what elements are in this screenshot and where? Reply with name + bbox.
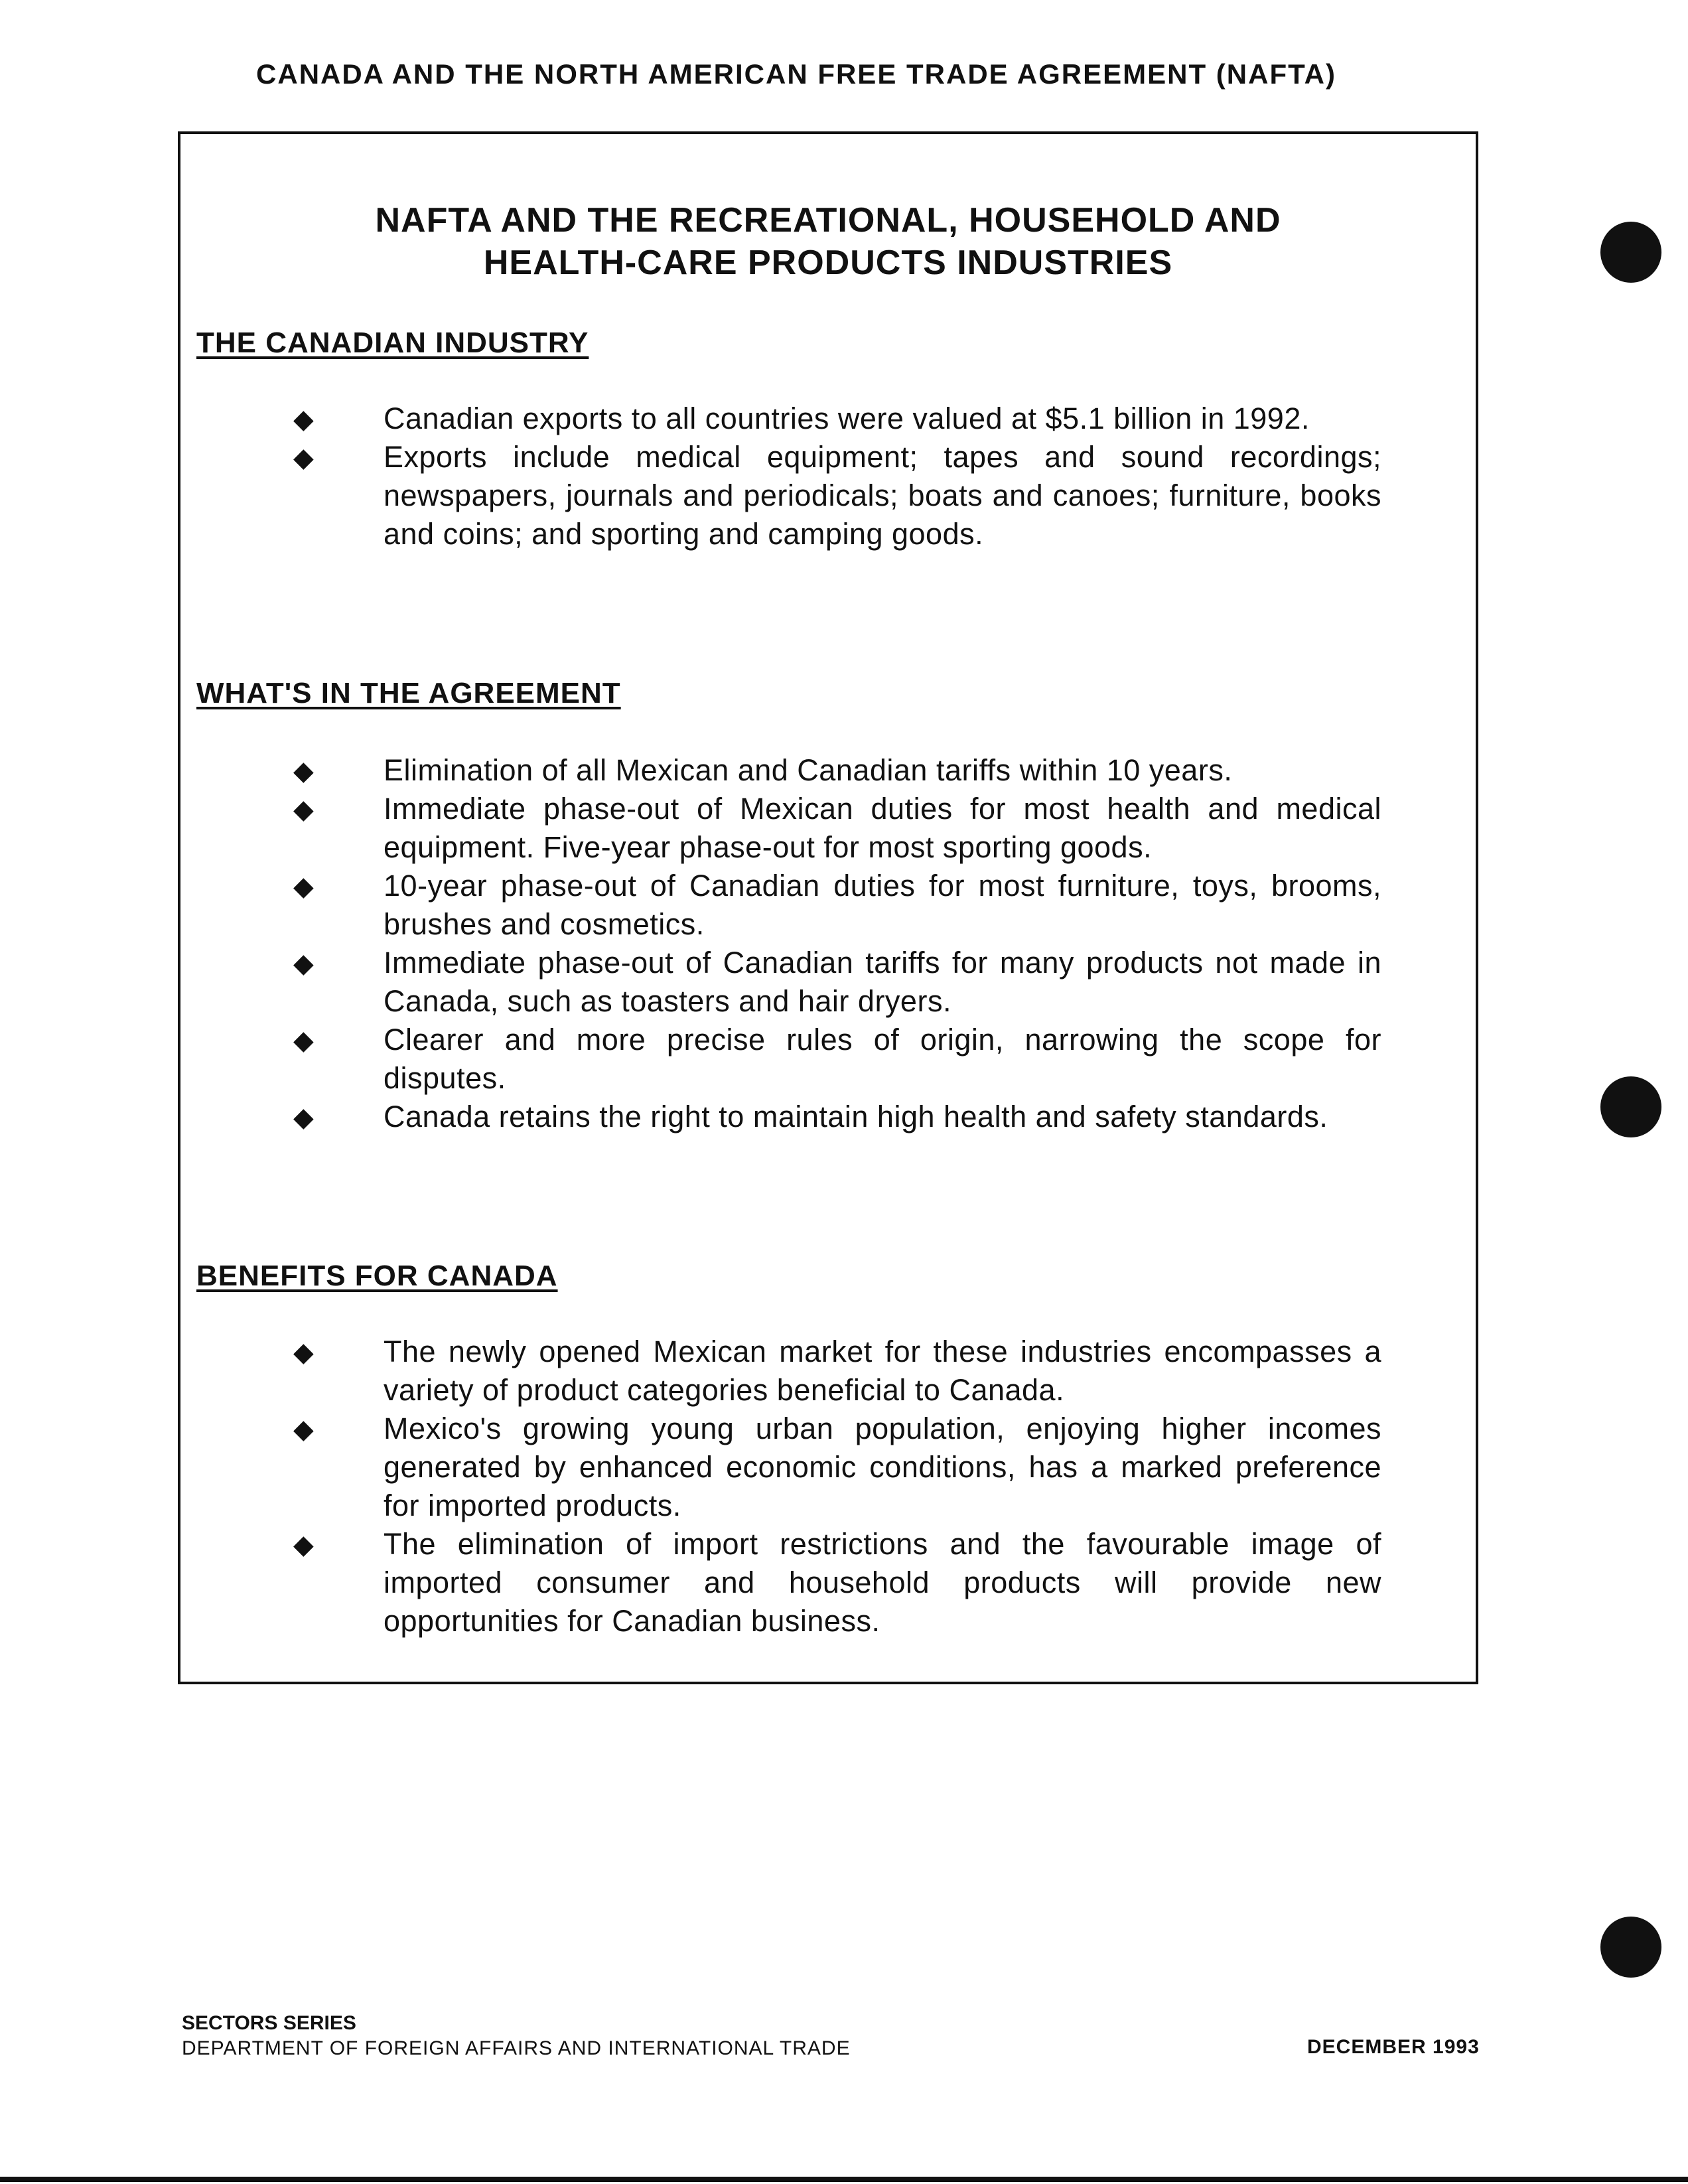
diamond-bullet-icon: ◆ <box>293 1103 315 1132</box>
list-item: ◆ Canada retains the right to maintain high health and safety standards. <box>293 1100 1328 1133</box>
diamond-bullet-icon: ◆ <box>293 1338 315 1367</box>
section-heading-canadian-industry: THE CANADIAN INDUSTRY <box>196 327 589 359</box>
diamond-bullet-icon: ◆ <box>293 872 315 901</box>
bullet-list-benefits <box>293 1333 1381 1640</box>
diamond-bullet-icon: ◆ <box>293 1415 315 1444</box>
diamond-bullet-icon: ◆ <box>293 1530 315 1560</box>
footer-series: SECTORS SERIES <box>182 2012 356 2034</box>
diamond-bullet-icon: ◆ <box>293 795 315 824</box>
list-item: ◆ Immediate phase-out of Canadian tariffs for many products not made in Canada, such as toasters and hair dryers. <box>293 946 1381 1018</box>
footer-left <box>182 2011 851 2061</box>
list-item: ◆ 10-year phase-out of Canadian duties for most furniture, toys, brooms, brushes and cosmetics. <box>293 869 1381 941</box>
list-item: ◆ Mexico's growing young urban population, enjoying higher incomes generated by enhanced economic conditions, has a marked preference for imported products. <box>293 1412 1381 1522</box>
section-heading-whats-in-agreement: WHAT'S IN THE AGREEMENT <box>196 677 621 709</box>
diamond-bullet-icon: ◆ <box>293 443 315 473</box>
diamond-bullet-icon: ◆ <box>293 1026 315 1055</box>
bottom-rule <box>0 2177 1688 2182</box>
list-item: ◆ The elimination of import restrictions and the favourable image of imported consumer and household products will provide new opportunities for Canadian business. <box>293 1527 1381 1638</box>
section-heading-benefits: BENEFITS FOR CANADA <box>196 1260 558 1292</box>
content-box <box>178 131 1478 1684</box>
bullet-list-canadian-industry <box>293 400 1381 553</box>
page-header-title: CANADA AND THE NORTH AMERICAN FREE TRADE AGREEMENT (NAFTA) <box>256 58 1336 90</box>
list-item: ◆ Clearer and more precise rules of origin, narrowing the scope for disputes. <box>293 1023 1381 1095</box>
box-title <box>180 199 1476 284</box>
footer-date: DECEMBER 1993 <box>1307 2036 1480 2058</box>
diamond-bullet-icon: ◆ <box>293 405 315 434</box>
box-title-line-1: NAFTA AND THE RECREATIONAL, HOUSEHOLD AND <box>375 201 1281 240</box>
punch-hole-icon <box>1600 1917 1661 1978</box>
diamond-bullet-icon: ◆ <box>293 949 315 978</box>
footer-department: DEPARTMENT OF FOREIGN AFFAIRS AND INTERNATIONAL TRADE <box>182 2037 851 2059</box>
bullet-list-agreement <box>293 751 1381 1136</box>
punch-hole-icon <box>1600 1076 1661 1137</box>
punch-hole-icon <box>1600 222 1661 283</box>
list-item: ◆ The newly opened Mexican market for these industries encompasses a variety of product categories beneficial to Canada. <box>293 1335 1381 1407</box>
list-item: ◆ Exports include medical equipment; tapes and sound recordings; newspapers, journals and periodicals; boats and canoes; furniture, books and coins; and sporting and camping goods. <box>293 440 1381 551</box>
diamond-bullet-icon: ◆ <box>293 757 315 786</box>
list-item: ◆ Immediate phase-out of Mexican duties for most health and medical equipment. Five-year phase-out for most sporting goods. <box>293 792 1381 864</box>
box-title-line-2: HEALTH-CARE PRODUCTS INDUSTRIES <box>483 244 1173 282</box>
list-item: ◆ Canadian exports to all countries were valued at $5.1 billion in 1992. <box>293 401 1310 435</box>
list-item: ◆ Elimination of all Mexican and Canadian tariffs within 10 years. <box>293 753 1233 787</box>
